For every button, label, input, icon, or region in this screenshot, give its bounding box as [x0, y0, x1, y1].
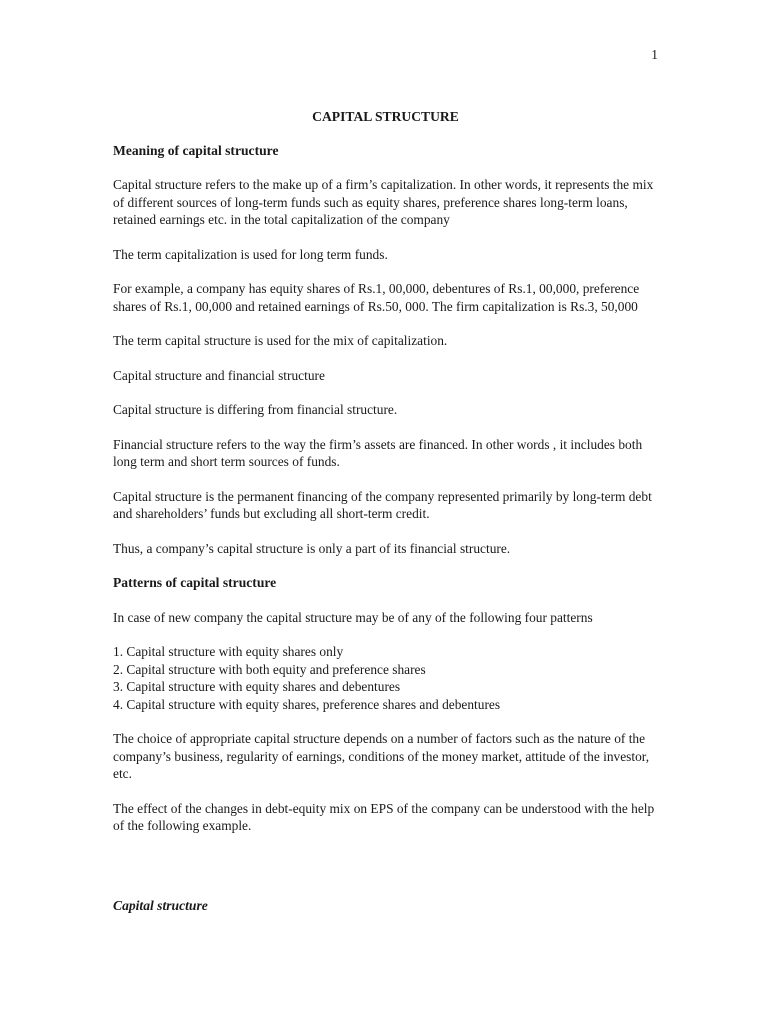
- paragraph: The choice of appropriate capital structure depends on a number of factors such as the nature of the company’s business, regularity of earnings, conditions of the money market, attitude of the investor, etc.: [113, 731, 650, 781]
- list-item: 1. Capital structure with equity shares only: [113, 644, 344, 659]
- list-item: 3. Capital structure with equity shares and debentures: [113, 679, 401, 694]
- paragraph: The term capitalization is used for long term funds.: [113, 246, 388, 262]
- patterns-list: [113, 643, 658, 713]
- paragraph: The effect of the changes in debt-equity mix on EPS of the company can be understood with the help of the following example.: [113, 800, 655, 833]
- closing-heading: Capital structure: [113, 897, 208, 913]
- page-number: 1: [651, 47, 658, 62]
- document-body: [113, 108, 658, 914]
- document-title: CAPITAL STRUCTURE: [312, 109, 459, 124]
- list-item: 2. Capital structure with both equity and preference shares: [113, 661, 426, 677]
- paragraph: The term capital structure is used for the mix of capitalization.: [113, 333, 448, 348]
- list-item: 4. Capital structure with equity shares, preference shares and debentures: [113, 696, 501, 712]
- paragraph: Capital structure refers to the make up of a firm’s capitalization. In other words, it represents the mix of different sources of long-term funds such as equity shares, preference shares long-term loans, retained earnings etc. in the total capitalization of the company: [113, 177, 654, 227]
- paragraph: Financial structure refers to the way the firm’s assets are financed. In other words , it includes both long term and short term sources of funds.: [113, 436, 643, 469]
- vertical-spacer: [113, 852, 658, 897]
- paragraph: Capital structure is the permanent financing of the company represented primarily by long-term debt and shareholders’ funds but excluding all short-term credit.: [113, 488, 652, 521]
- paragraph: Capital structure is differing from financial structure.: [113, 402, 398, 417]
- section-heading-patterns: Patterns of capital structure: [113, 575, 277, 590]
- paragraph: For example, a company has equity shares of Rs.1, 00,000, debentures of Rs.1, 00,000, preference shares of Rs.1, 00,000 and retained earnings of Rs.50, 000. The firm capitalization is Rs.3, 50,000: [113, 281, 640, 314]
- paragraph: In case of new company the capital structure may be of any of the following four patterns: [113, 609, 593, 625]
- section-heading-meaning: Meaning of capital structure: [113, 142, 279, 158]
- paragraph: Thus, a company’s capital structure is only a part of its financial structure.: [113, 540, 511, 556]
- paragraph: Capital structure and financial structure: [113, 367, 325, 383]
